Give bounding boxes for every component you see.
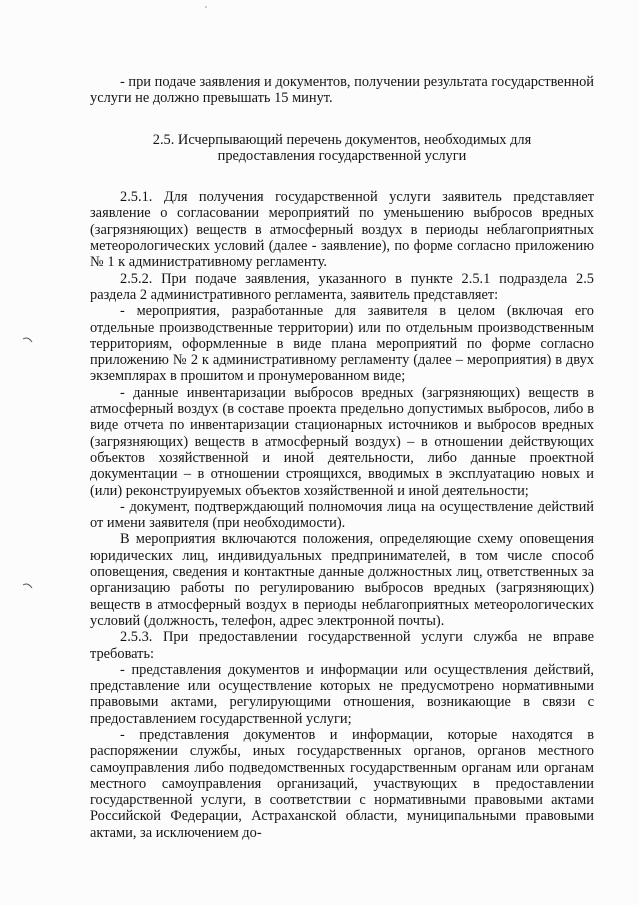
paragraph: 2.5.2. При подаче заявления, указанного в пункте 2.5.1 подраздела 2.5 раздела 2 административного регламента, заявитель представляет: xyxy=(90,270,594,303)
punch-hole-mark xyxy=(22,336,34,346)
list-item: - представления документов и информации или осуществления действий, представление или осуществление которых не предусмотрено нормативными правовыми актами, регулирующими отношения, возникающие в связи с предоставлением государственной услуги; xyxy=(90,661,594,727)
section-heading: 2.5. Исчерпывающий перечень документов, необходимых для предоставления государственной услуги xyxy=(152,131,532,164)
list-item: - мероприятия, разработанные для заявителя в целом (включая его отдельные производственные территории) или по отдельным производственным территориям, оформленные в виде плана мероприятий по форме согласно приложению № 2 к административному регламенту (далее – мероприятия) в двух экземплярах в прошитом и пронумерованном виде; xyxy=(90,303,594,385)
scan-speck xyxy=(205,6,207,8)
paragraph: В мероприятия включаются положения, определяющие схему оповещения юридических лиц, индивидуальных предпринимателей, в том числе способ оповещения, сведения и контактные данные должностных лиц, ответственных за организацию работы по регулированию выбросов вредных (загрязняющих) веществ в атмосферный воздух в периоды неблагоприятных метеорологических условий (должность, телефон, адрес электронной почты). xyxy=(90,531,594,629)
punch-hole-mark xyxy=(22,582,34,592)
paragraph: 2.5.1. Для получения государственной услуги заявитель представляет заявление о согласовании мероприятий по уменьшению выбросов вредных (загрязняющих) веществ в атмосферный воздух в периоды неблагоприятных метеорологических условий (далее - заявление), по форме согласно приложению № 1 к административному регламенту. xyxy=(90,189,594,271)
paragraph: 2.5.3. При предоставлении государственной услуги служба не вправе требовать: xyxy=(90,629,594,662)
paragraph: - при подаче заявления и документов, получении результата государственной услуги не должно превышать 15 минут. xyxy=(90,74,594,107)
list-item: - данные инвентаризации выбросов вредных (загрязняющих) веществ в атмосферный воздух (в составе проекта предельно допустимых выбросов, либо в виде отчета по инвентаризации стационарных источников и выбросов вредных (загрязняющих) веществ в атмосферный воздух) – в отношении действующих объектов хозяйственной и иной деятельности, либо данные проектной документации – в отношении строящихся, вводимых в эксплуатацию новых и (или) реконструируемых объектов хозяйственной и иной деятельности; xyxy=(90,384,594,499)
list-item: - представления документов и информации, которые находятся в распоряжении службы, иных государственных органов, органов местного самоуправления либо подведомственных государственным органам или органам местного самоуправления организаций, участвующих в предоставлении государственной услуги, в соответствии с нормативными правовыми актами Российской Федерации, Астраханской области, муниципальными правовыми актами, за исключением до- xyxy=(90,726,594,841)
document-body xyxy=(90,74,594,841)
list-item: - документ, подтверждающий полномочия лица на осуществление действий от имени заявителя (при необходимости). xyxy=(90,498,594,532)
